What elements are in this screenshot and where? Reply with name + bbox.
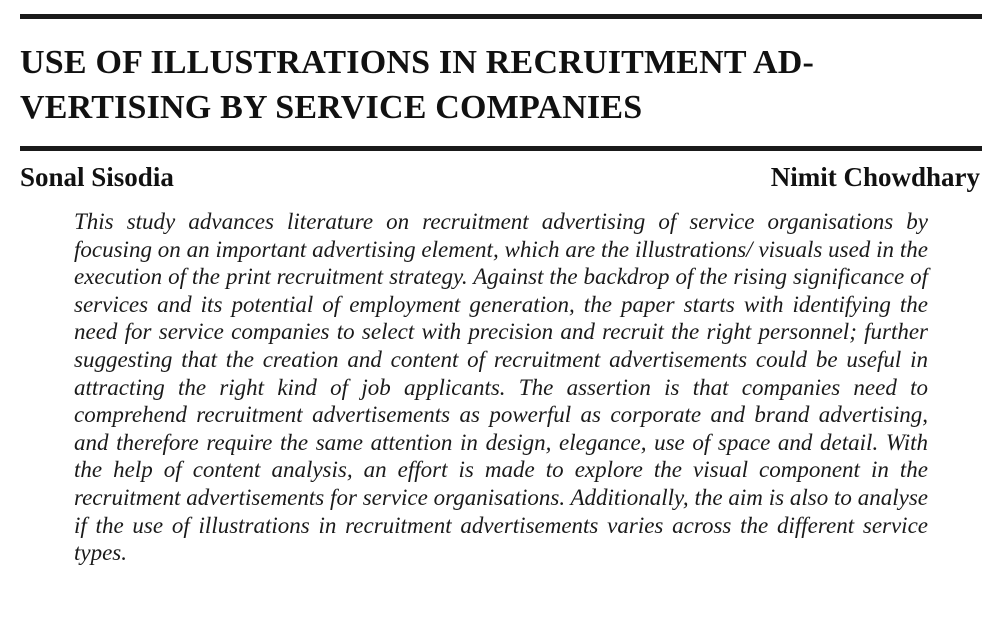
abstract-text: This study advances literature on recruitment advertising of service organisations by focusing on an important advertising element, which are the illustrations/ visuals used in the execution of the print recruitment strategy. Against the backdrop of the rising significance of services and its potential of employment generation, the paper starts with identifying the need for service companies to select with precision and recruit the right personnel; further suggesting that the creation and content of recruitment advertisements could be useful in attracting the right kind of job applicants. The assertion is that companies need to comprehend recruitment advertisements as powerful as corporate and brand advertising, and therefore require the same attention in design, elegance, use of space and detail. With the help of content analysis, an effort is made to explore the visual component in the recruitment advertisements for service organisations. Additionally, the aim is also to analyse if the use of illustrations in recruitment advertisements varies across the different service types. bbox=[74, 209, 928, 566]
author-name-first: Sonal Sisodia bbox=[20, 162, 174, 192]
paper-title: USE OF ILLUSTRATIONS IN RECRUITMENT AD- VERTISING BY SERVICE COMPANIES bbox=[20, 44, 815, 126]
author-line bbox=[20, 160, 980, 194]
title-divider-rule bbox=[20, 146, 982, 151]
top-rule bbox=[20, 14, 982, 19]
author-name-second: Nimit Chowdhary bbox=[770, 162, 980, 192]
